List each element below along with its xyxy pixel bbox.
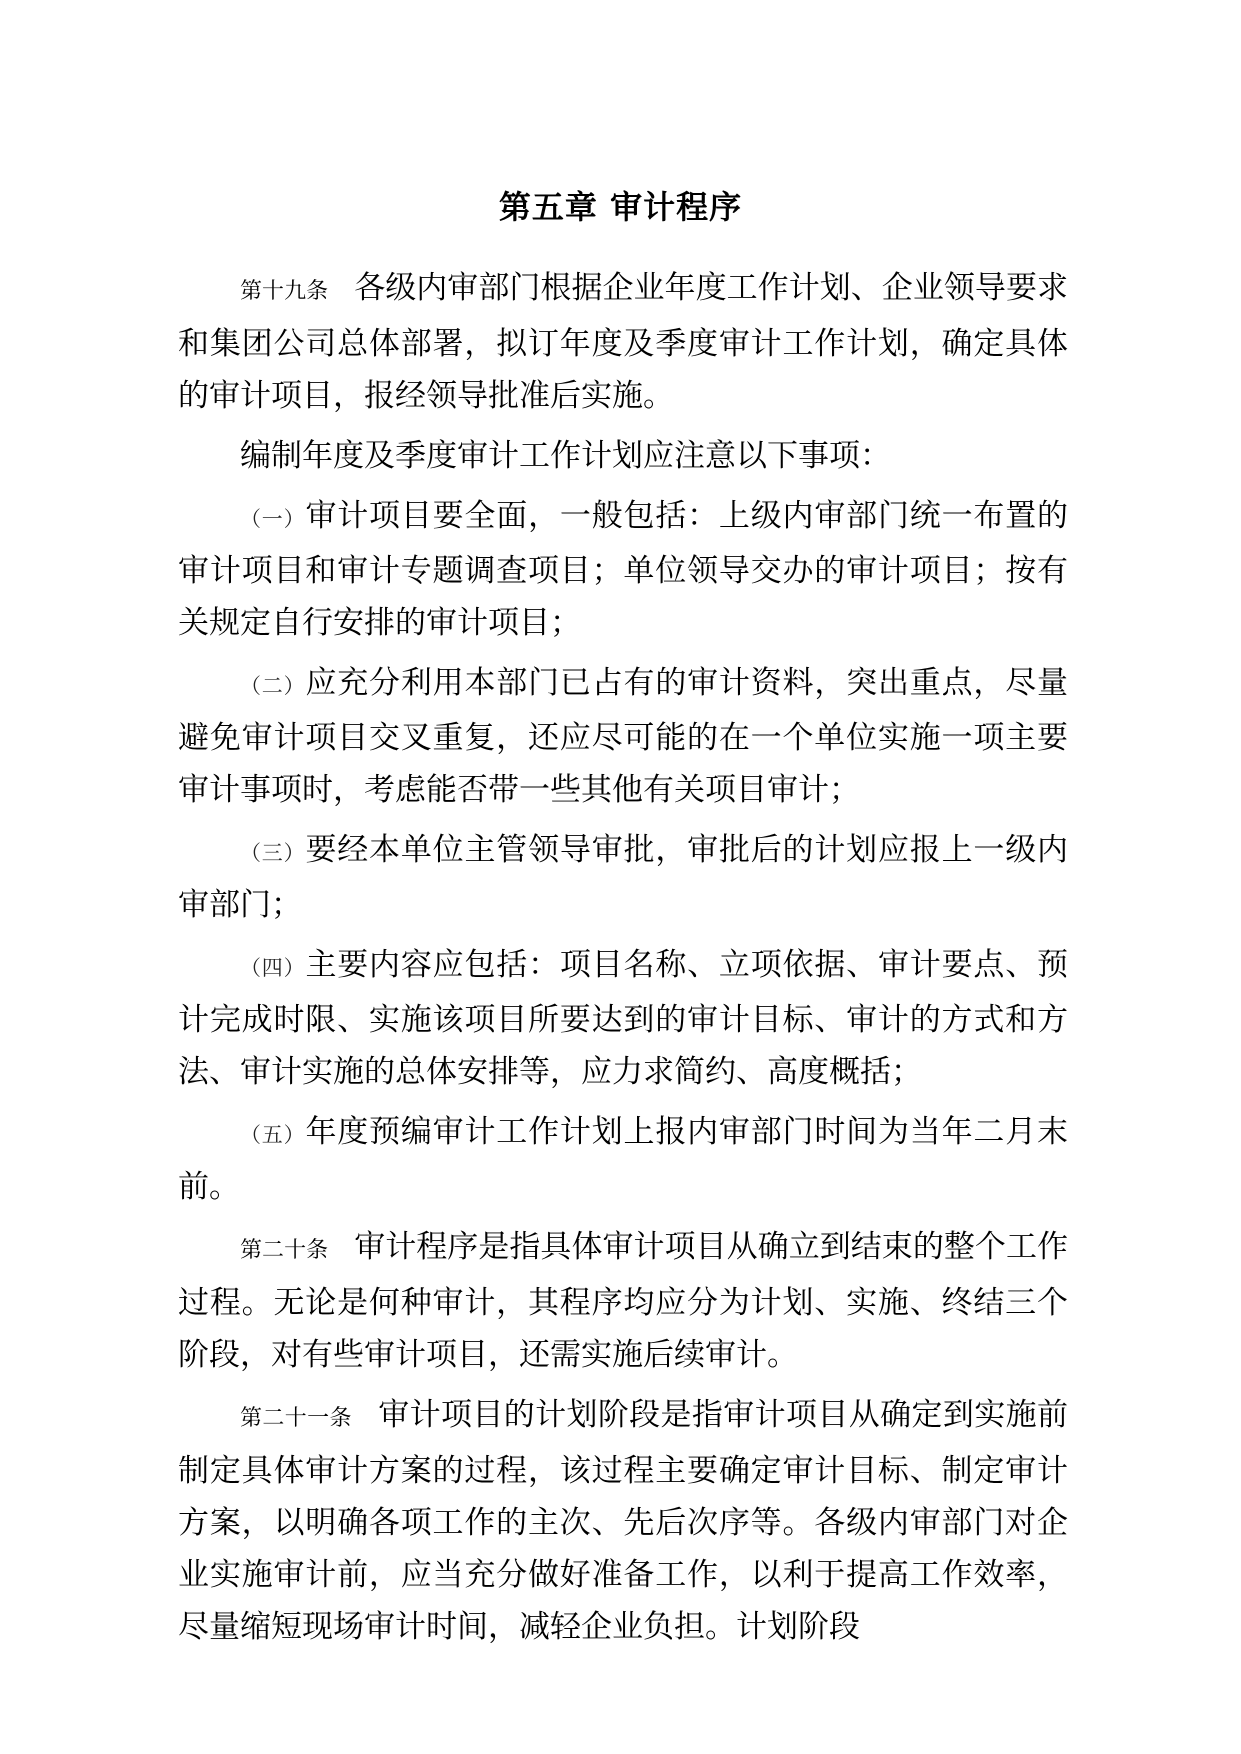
article-label: 第十九条 (240, 279, 329, 304)
paragraph-text: 编制年度及季度审计工作计划应注意以下事项： (240, 438, 891, 474)
item-text: 年度预编审计工作计划上报内审部门时间为当年二月末前。 (178, 1114, 1069, 1205)
document-body (178, 262, 1068, 1661)
article-text: 审计程序是指具体审计项目从确立到结束的整个工作过程。无论是何种审计，其程序均应分为计划、实施、终结三个阶段，对有些审计项目，还需实施后续审计。 (178, 1229, 1068, 1373)
list-intro (178, 430, 1068, 482)
item-text: 主要内容应包括：项目名称、立项依据、审计要点、预计完成时限、实施该项目所要达到的审计目标、审计的方式和方法、审计实施的总体安排等，应力求简约、高度概括； (178, 947, 1069, 1090)
item-number: （五） (240, 1123, 306, 1147)
item-text: 审计项目要全面，一般包括：上级内审部门统一布置的审计项目和审计专题调查项目；单位领导交办的审计项目；按有关规定自行安排的审计项目； (178, 498, 1069, 641)
item-text: 应充分利用本部门已占有的审计资料，突出重点，尽量避免审计项目交叉重复，还应尽可能的在一个单位实施一项主要审计事项时，考虑能否带一些其他有关项目审计； (178, 665, 1069, 808)
article-text: 审计项目的计划阶段是指审计项目从确定到实施前制定具体审计方案的过程，该过程主要确定审计目标、制定审计方案，以明确各项工作的主次、先后次序等。各级内审部门对企业实施审计前，应当充分做好准备工作，以利于提高工作效率，尽量缩短现场审计时间，减轻企业负担。计划阶段 (178, 1397, 1068, 1645)
article-label: 第二十条 (240, 1238, 329, 1263)
item-number: （四） (240, 956, 306, 980)
article-21 (178, 1389, 1068, 1653)
list-item-5 (178, 1106, 1068, 1213)
list-item-2 (178, 657, 1068, 816)
item-number: （二） (240, 674, 306, 698)
item-number: （三） (240, 841, 306, 865)
article-text: 各级内审部门根据企业年度工作计划、企业领导要求和集团公司总体部署，拟订年度及季度审计工作计划，确定具体的审计项目，报经领导批准后实施。 (178, 270, 1068, 414)
chapter-title: 第五章 审计程序 (498, 188, 743, 226)
list-item-1 (178, 490, 1068, 649)
article-label: 第二十一条 (240, 1406, 352, 1431)
article-19 (178, 262, 1068, 422)
article-20 (178, 1221, 1068, 1381)
list-item-3 (178, 824, 1068, 931)
item-text: 要经本单位主管领导审批，审批后的计划应报上一级内审部门； (178, 832, 1069, 923)
item-number: （一） (240, 507, 306, 531)
list-item-4 (178, 939, 1068, 1098)
